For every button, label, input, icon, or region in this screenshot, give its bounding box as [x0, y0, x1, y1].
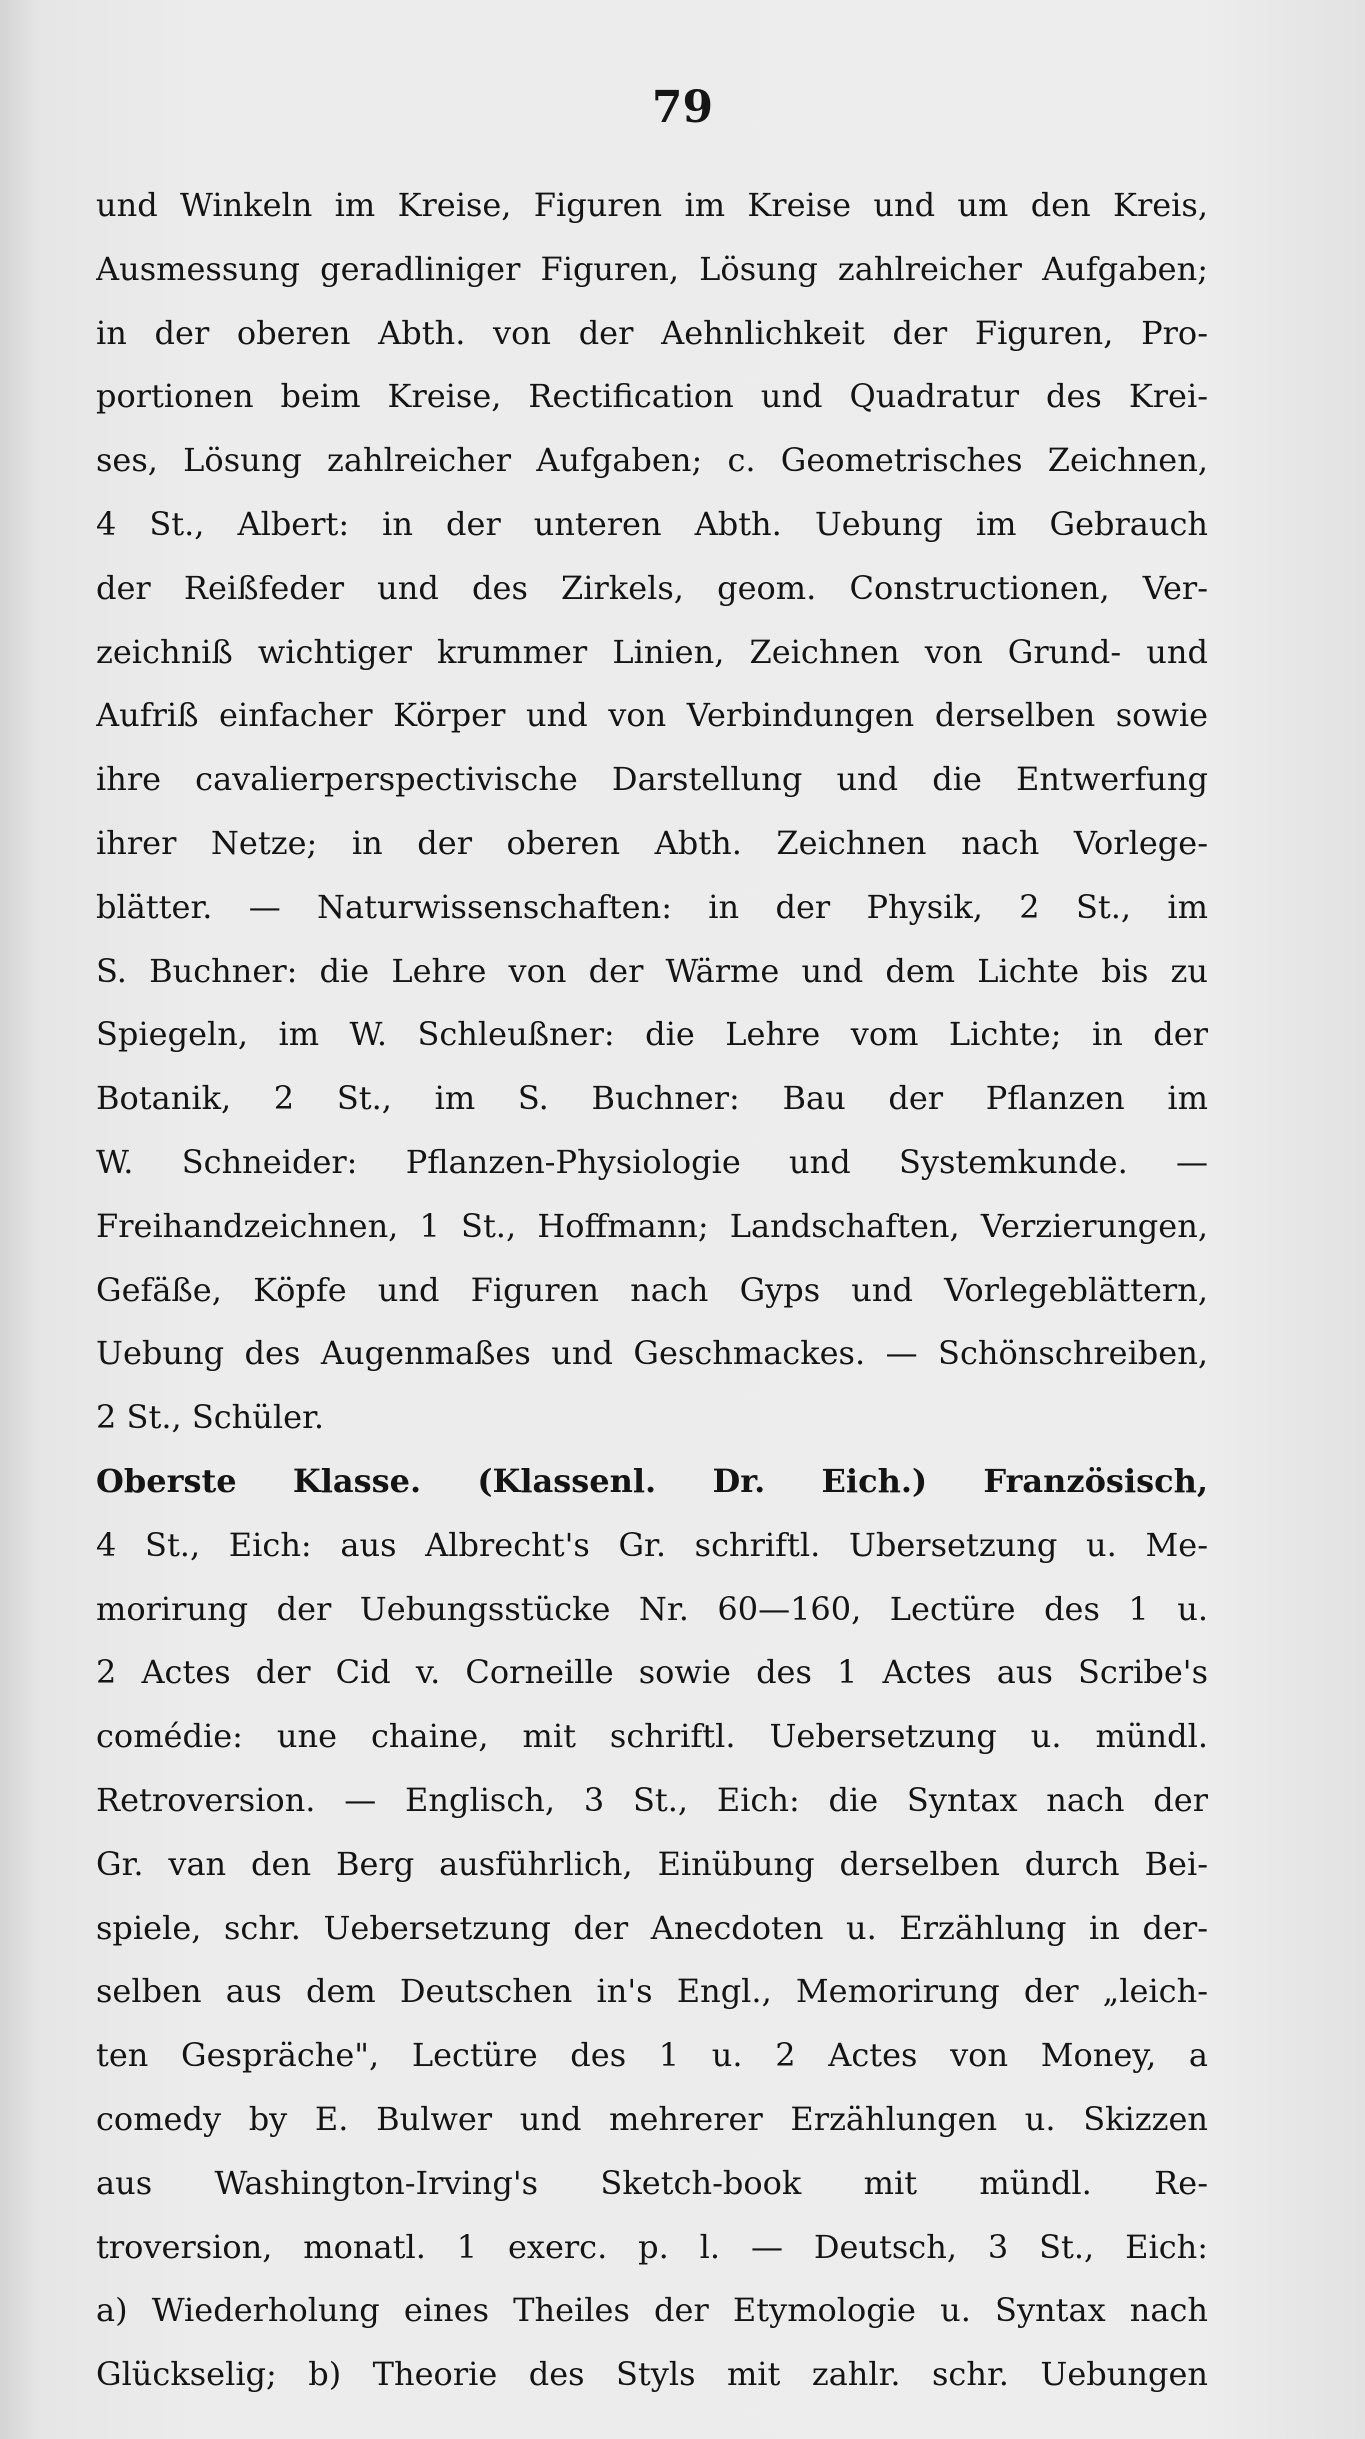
text-line: a) Wiederholung eines Theiles der Etymologie u. Syntax nach	[96, 2291, 1208, 2330]
text-line: Gr. van den Berg ausführlich, Einübung derselben durch Bei-	[96, 1844, 1208, 1883]
text-line: 2 Actes der Cid v. Corneille sowie des 1 Actes aus Scribe's	[96, 1653, 1208, 1692]
text-line: ihre cavalierperspectivische Darstellung und die Entwerfung	[96, 760, 1208, 799]
text-line: in der oberen Abth. von der Aehnlichkeit der Figuren, Pro-	[96, 313, 1208, 352]
text-line: comédie: une chaine, mit schriftl. Uebersetzung u. mündl.	[96, 1717, 1208, 1756]
text-line: Glückselig; b) Theorie des Styls mit zahlr. schr. Uebungen	[96, 2355, 1208, 2394]
text-line: und Winkeln im Kreise, Figuren im Kreise und um den Kreis,	[96, 186, 1208, 224]
text-line: 2 St., Schüler.	[96, 1398, 325, 1437]
text-line: Ausmessung geradliniger Figuren, Lösung zahlreicher Aufgaben;	[96, 249, 1208, 288]
text-line: Gefäße, Köpfe und Figuren nach Gyps und Vorlegeblättern,	[96, 1270, 1208, 1309]
text-line: zeichniß wichtiger krummer Linien, Zeichnen von Grund- und	[96, 632, 1208, 671]
text-line: 4 St., Eich: aus Albrecht's Gr. schriftl. Ubersetzung u. Me-	[96, 1525, 1208, 1564]
text-line: aus Washington-Irving's Sketch-book mit mündl. Re-	[96, 2163, 1208, 2202]
text-line: S. Buchner: die Lehre von der Wärme und dem Lichte bis zu	[96, 951, 1208, 990]
text-line: spiele, schr. Uebersetzung der Anecdoten u. Erzählung in der-	[96, 1908, 1208, 1947]
text-line: der Reißfeder und des Zirkels, geom. Constructionen, Ver-	[96, 568, 1208, 607]
text-line: Retroversion. — Englisch, 3 St., Eich: die Syntax nach der	[96, 1780, 1208, 1819]
text-line: comedy by E. Bulwer und mehrerer Erzählungen u. Skizzen	[96, 2099, 1208, 2138]
text-line: Aufriß einfacher Körper und von Verbindungen derselben sowie	[96, 696, 1208, 735]
text-line: Botanik, 2 St., im S. Buchner: Bau der Pflanzen im	[96, 1079, 1208, 1118]
text-line: ten Gespräche", Lectüre des 1 u. 2 Actes von Money, a	[96, 2036, 1208, 2075]
text-line: morirung der Uebungsstücke Nr. 60—160, Lectüre des 1 u.	[96, 1589, 1208, 1628]
page-number: 79	[651, 82, 714, 133]
text-line: Spiegeln, im W. Schleußner: die Lehre vom Lichte; in der	[96, 1015, 1208, 1054]
text-line: portionen beim Kreise, Rectification und Quadratur des Krei-	[96, 377, 1208, 416]
text-line: 4 St., Albert: in der unteren Abth. Uebung im Gebrauch	[96, 504, 1208, 543]
section-heading-line: Oberste Klasse. (Klassenl. Dr. Eich.) Französisch,	[96, 1461, 1208, 1500]
text-line: W. Schneider: Pflanzen-Physiologie und Systemkunde. —	[96, 1142, 1208, 1181]
text-line: Uebung des Augenmaßes und Geschmackes. — Schönschreiben,	[96, 1334, 1208, 1373]
text-line: ihrer Netze; in der oberen Abth. Zeichnen nach Vorlege-	[96, 823, 1208, 862]
body-text	[96, 174, 1208, 2407]
text-line: Freihandzeichnen, 1 St., Hoffmann; Landschaften, Verzierungen,	[96, 1206, 1208, 1245]
text-line: troversion, monatl. 1 exerc. p. l. — Deutsch, 3 St., Eich:	[96, 2227, 1208, 2266]
text-line: ses, Lösung zahlreicher Aufgaben; c. Geometrisches Zeichnen,	[96, 441, 1208, 480]
text-line: selben aus dem Deutschen in's Engl., Memorirung der „leich-	[96, 1972, 1208, 2011]
text-line: blätter. — Naturwissenschaften: in der Physik, 2 St., im	[96, 887, 1208, 926]
